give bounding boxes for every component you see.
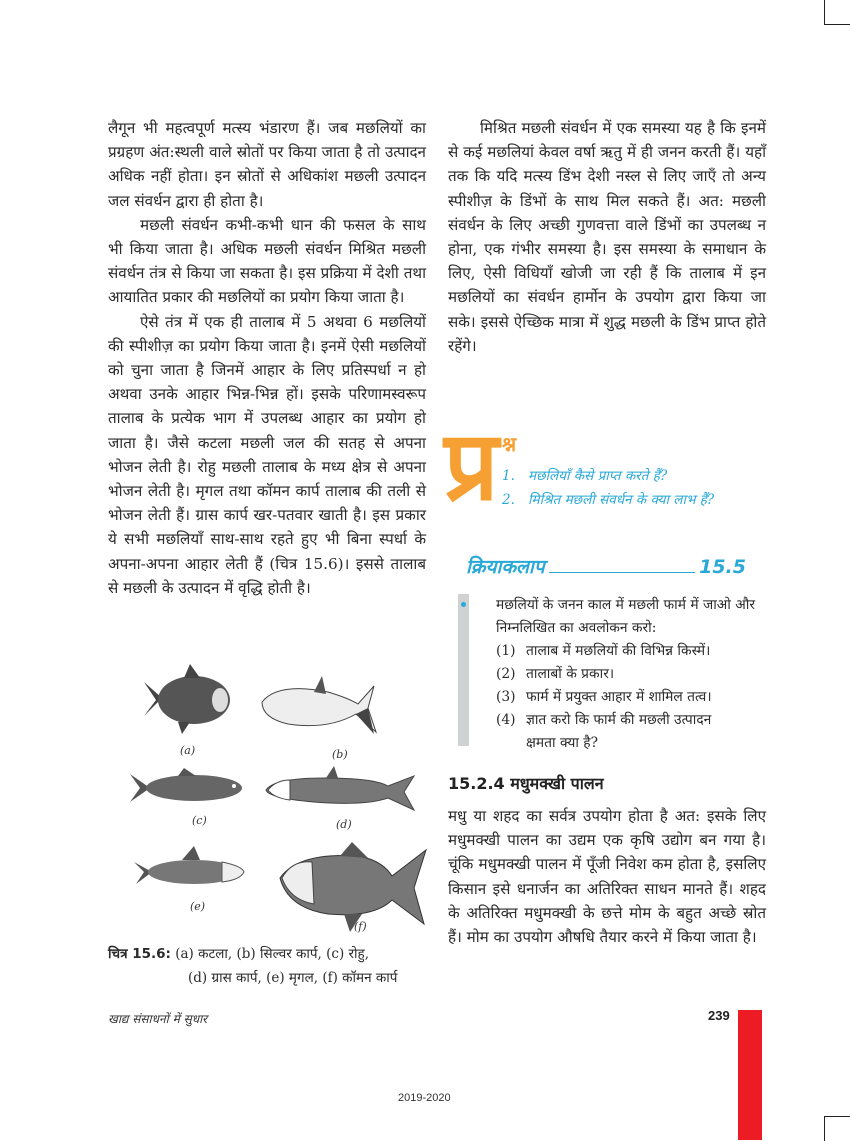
paragraph: ऐसे तंत्र में एक ही तालाब में 5 अथवा 6 मछलियों की स्पीशीज़ का प्रयोग किया जाता है। इनमें ऐसी मछलियों को चुना जाता है जिनमें आहार के लिए प्रतिस्पर्धा न हो अथवा उनके आहार भिन्न-भिन्न हों। इसके परिणामस्वरूप तालाब के प्रत्येक भाग में उपलब्ध आहार का प्रयोग हो जाता है। जैसे कटला मछली जल की सतह से अपना भोजन लेती है। रोहु मछली तालाब के मध्य क्षेत्र से अपना भोजन लेती है। मृगल तथा कॉमन कार्प तालाब की तली से भोजन लेती हैं। ग्रास कार्प खर-पतवार खाती है। इस प्रकार ये सभी मछलियाँ साथ-साथ रहते हुए भी बिना स्पर्धा के अपना-अपना आहार लेती हैं (चित्र 15.6)। इससे तालाब से मछली के उत्पादन में वृद्धि होती है।: [108, 312, 426, 597]
question-item: [502, 464, 714, 488]
item-text: ज्ञात करो कि फार्म की मछली उत्पादन: [526, 712, 712, 728]
question-text: मिश्रित मछली संवर्धन के क्या लाभ हैं?: [528, 492, 715, 508]
heading-rule: [549, 558, 695, 573]
left-column: [108, 116, 426, 600]
item-number: (4): [496, 712, 516, 728]
page-number: 239: [708, 1008, 730, 1023]
figure-label-a: (a): [180, 744, 196, 757]
activity-item: [496, 686, 764, 709]
figure-label-b: (b): [332, 748, 348, 761]
section-body: [448, 804, 766, 949]
section-title: मधुमक्खी पालन: [510, 774, 604, 793]
paragraph: लैगून भी महत्वपूर्ण मत्स्य भंडारण हैं। जब मछलियों का प्रग्रहण अंत:स्थली वाले स्रोतों पर किया जाता है तो उत्पादन अधिक नहीं होता। इन स्रोतों से अधिकांश मछली उत्पादन जल संवर्धन द्वारा ही होता है।: [108, 119, 426, 210]
fish-catla-icon: [142, 664, 237, 736]
fish-rohu-icon: [128, 768, 246, 808]
section-number: 15.2.4: [448, 774, 505, 793]
activity-item-continuation: क्षमता क्या है?: [526, 735, 599, 751]
page-edge-tab: [738, 1010, 762, 1140]
paragraph: मछली संवर्धन कभी-कभी धान की फसल के साथ भी किया जाता है। अधिक मछली संवर्धन मिश्रित मछली संवर्धन तंत्र से किया जा सकता है। इस प्रक्रिया में देशी तथा आयातित प्रकार की मछलियों का प्रयोग किया जाता है।: [108, 215, 426, 307]
fish-silver-carp-icon: [258, 674, 378, 746]
item-text: तालाबों के प्रकार।: [526, 666, 615, 682]
item-number: (3): [496, 689, 516, 705]
fish-mrigal-icon: [132, 846, 248, 892]
activity-box: [464, 594, 764, 755]
caption-line-1: (a) कटला, (b) सिल्वर कार्प, (c) रोहु,: [175, 946, 369, 962]
questions-box: [444, 410, 764, 540]
paragraph: मधु या शहद का सर्वत्र उपयोग होता है अत: इसके लिए मधुमक्खी पालन का उद्यम एक कृषि उद्योग बन गया है। चूंकि मधुमक्खी पालन में पूँजी निवेश कम होता है, इसलिए किसान इसे धनार्जन का अतिरिक्त साधन मानते हैं। शहद के अतिरिक्त मधुमक्खी के छत्ते मोम के बहुत अच्छे स्रोत हैं। मोम का उपयोग औषधि तैयार करने में किया जाता है।: [448, 807, 766, 947]
figure-label-f: (f): [354, 920, 367, 933]
activity-title: क्रियाकलाप: [466, 556, 545, 578]
crop-mark-top-right: [824, 0, 850, 25]
paragraph: मिश्रित मछली संवर्धन में एक समस्या यह है कि इनमें से कई मछलियां केवल वर्षा ऋतु में ही जनन करती हैं। यहाँ तक कि यदि मत्स्य डिंभ देशी नस्ल से लिए जाएँ तो अन्य स्पीशीज़ के डिंभों के साथ मिल सकते हैं। अत: मछली संवर्धन के लिए अच्छी गुणवत्ता वाले डिंभों का उपलब्ध न होना, एक गंभीर समस्या है। इस समस्या के समाधान के लिए, ऐसी विधियाँ खोजी जा रही हैं कि तालाब में इन मछलियों का संवर्धन हार्मोन के उपयोग द्वारा किया जा सके। इससे ऐच्छिक मात्रा में शुद्ध मछली के डिंभ प्राप्त होते रहेंगे।: [448, 119, 766, 355]
figure-label-d: (d): [336, 818, 352, 831]
question-item: [502, 488, 714, 512]
item-text: तालाब में मछलियों की विभिन्न किस्में।: [526, 643, 711, 659]
questions-heading-rest: श्न: [502, 432, 517, 456]
crop-mark-bottom-right: [824, 1116, 850, 1141]
item-number: (2): [496, 666, 516, 682]
activity-item: [496, 640, 764, 663]
edition-year: 2019-2020: [398, 1092, 451, 1104]
caption-title: चित्र 15.6:: [108, 946, 171, 962]
caption-line-2: (d) ग्रास कार्प, (e) मृगल, (f) कॉमन कार्प: [188, 970, 398, 986]
fish-grass-carp-icon: [264, 766, 416, 816]
item-number: (1): [496, 643, 516, 659]
running-footer-title: खाद्य संसाधनों में सुधार: [108, 1012, 208, 1026]
questions-big-letter: प्र: [444, 410, 499, 522]
right-column: [448, 116, 766, 358]
activity-item: [496, 709, 764, 732]
question-text: मछलियाँ कैसे प्राप्त करते हैं?: [528, 468, 668, 484]
item-text: फार्म में प्रयुक्त आहार में शामिल तत्व।: [526, 689, 712, 705]
figure-label-c: (c): [192, 814, 207, 827]
question-number: 2.: [502, 492, 515, 508]
fish-figure: [118, 664, 428, 939]
activity-number: 15.5: [699, 556, 746, 578]
questions-list: [502, 464, 714, 512]
activity-item: [496, 663, 764, 686]
activity-heading: [466, 553, 746, 579]
bullet-icon: [461, 602, 466, 607]
figure-caption: [108, 942, 438, 990]
question-number: 1.: [502, 468, 515, 484]
figure-label-e: (e): [190, 900, 206, 913]
section-heading: [448, 772, 604, 794]
activity-sidebar: [458, 594, 469, 746]
activity-intro: मछलियों के जनन काल में मछली फार्म में जाओ और निम्नलिखित का अवलोकन करो:: [496, 597, 756, 636]
fish-common-carp-icon: [278, 842, 428, 934]
